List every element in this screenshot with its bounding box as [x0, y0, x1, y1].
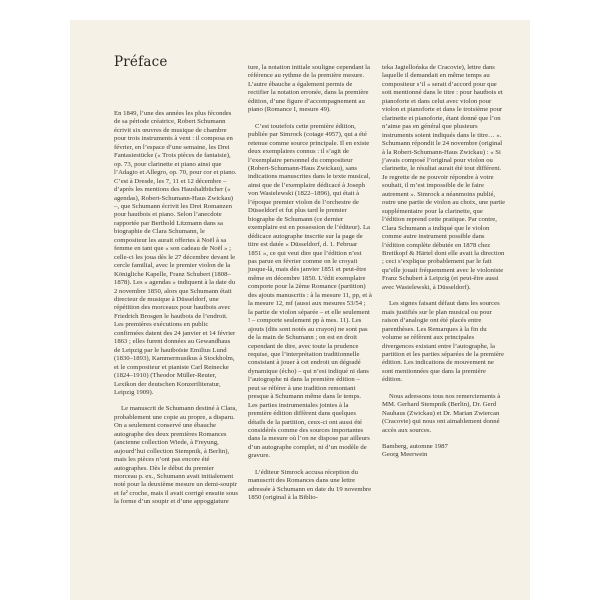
signature-place-date: Bamberg, automne 1987: [382, 443, 448, 451]
paragraph: Le manuscrit de Schumann destiné à Clara, probablement une copie au propre, a disparu. On a seulement conservé une ébauche autographe des deux premières Romances (ancienne collection Wiede, à Freyung, aujourd’hui collection Stempnik, à Berlin), mais les pièces n’ont pas encore été autographes. Dès le début du premier morceau p. ex., Schumann avait initialement noté pour la deuxième mesure un demi-soupir et fa² croche, mais il avait corrigé ensuite sous la forme d’un soupir et d’une appoggiature: [114, 405, 239, 506]
paragraph: En 1849, l’une des années les plus fécondes de sa période créatrice, Robert Schumann écrivit six œuvres de musique de chambre pour trois instruments à vent : il composa en février, en l’espace d’une semaine, les Drei Fantasiestücke (« Trois pièces de fantaisie), op. 73, pour clarinette et piano ainsi que l’Adagio et Allegro, op. 70, pour cor et piano. C’est à Dresde, les 7, 11 et 12 décembre – d’après les mentions des Haushaltbücher (« agendas), Robert-Schumann-Haus Zwickau) –, que Schumann écrivit les Drei Romanzen pour hautbois et piano. Selon l’anecdote rapportée par Berthold Litzmann dans sa biographie de Clara Schumann, le compositeur les aurait offertes à Noël à sa femme en tant que « son cadeau de Noël » ; celle-ci les joua dès le 27 décembre devant le cercle familial, avec le premier violon de la Königliche Kapelle, Franz Schubert (1808–1878). Les « agendas » indiquent à la date du 2 novembre 1850, alors que Schumann était directeur de musique à Düsseldorf, une répétition des morceaux pour hautbois avec Friedrich Brosgen le hautbois de l’endroit. Les premières exécutions en public confirmées datent des 24 janvier et 14 février 1863 ; elles furent données au Gewandhaus de Leipzig par le hautboïste Emilius Lund (1830–1893), Kammermusikus à Stockholm, et le compositeur et pianiste Carl Reinecke (1824–1910) (Theodor Müller-Reuter, Lexikon der deutschen Konzertliteratur, Leipzig 1909).: [114, 110, 237, 396]
document-page: [70, 20, 530, 600]
paragraph: L’éditeur Simrock accusa réception du manuscrit des Romances dans une lettre adressée à Schumann en date du 19 novembre 1850 (original à la Biblio-: [248, 468, 372, 502]
signature-author: Georg Meerwein: [382, 451, 428, 459]
page-title: Préface: [114, 54, 168, 70]
paragraph: teka Jagiellońska de Cracovie), lettre dans laquelle il demandait en même temps au compositeur s’il « serait d’accord pour que soit mentionné dans le titre : pour hautbois et pianoforte et dans celui avec violon pour violon et pianoforte et dans le troisième pour clarinette et pianoforte, étant donné que l’on n’aime pas en général que plusieurs instruments soient indiqués dans le titre… ». Schumann répondit le 24 novembre (original à la Robert-Schumann-Haus Zwickau) : « Si j’avais composé l’original pour violon ou clarinette, le résultat aurait été tout différent. Je regrette de ne pouvoir répondre à votre souhait, il m’est impossible de le faire autrement ». Simrock a néanmoins publié, outre une partie de violon au choix, une partie supplémentaire pour la clarinette, que l’édition reprend cette pratique. Par contre, Clara Schumann a indiqué que le violon comme autre instrument possible dans l’édition complète débutée en 1878 chez Breitkopf & Härtel dont elle avait la direction ; ceci s’explique probablement par le fait qu’elle jouait fréquemment avec le violoniste Franz Schubert à Leipzig (et peut-être aussi avec Wasielewski, à Düsseldorf).: [382, 64, 506, 291]
paragraph: Nous adressons tous nos remerciements à MM. Gerhard Stempnik (Berlin), Dr. Gerd Nauhaus (Zwickau) et Dr. Marian Zwiercan (Cracovie) qui nous ont aimablement donné accès aux sources.: [382, 392, 501, 434]
text-column-1: [114, 110, 238, 507]
text-column-3: [382, 64, 506, 460]
paragraph: ture, la notation initiale souligne cependant la référence au rythme de la première mesure. L’autre ébauche a également permis de rectifier la notation erronée, dans la première édition, d’une figure d’accompagnement au piano (Romance I, mesure 49).: [248, 64, 371, 114]
text-column-2: [248, 64, 372, 503]
paragraph: C’est toutefois cette première édition, publiée par Simrock (cotage 4957), qui a été retenue comme source principale. Il en existe deux exemplaires connus : il s’agit de l’exemplaire personnel du compositeur (Robert-Schumann-Haus Zwickau), sans indications manuscrites dans le texte musical, ainsi que de l’exemplaire dédicacé à Joseph von Wasielewski (1822–1896), qui était à l’époque premier violon de l’orchestre de Düsseldorf et fut plus tard le premier biographe de Schumann (ce dernier exemplaire est en possession de l’éditeur). La dédicace autographe inscrite sur la page de titre est datée « Düsseldorf, d. 1. Februar 1851 », ce qui veut dire que l’édition n’est pas parue en février comme on le croyait jusque-là, mais dès janvier 1851 et peut-être même en décembre 1850. L’édit exemplaire comporte pour la 2ème Romance (partition) des ajouts manuscrits : à la mesure 11, pp, et à la mesure 12, mf (aussi aux mesures 53/54 ; la partie de violon séparée – et elle seulement ! – comporte seulement pp à mes. 11). Les ajouts (dits sont notés au crayon) ne sont pas de la main de Schumann ; on est en droit cependant de dire, avec toute la prudence requise, que l’interprétation traditionnelle consistant à jouer à cet endroit un dégradé dynamique (écho) – qui n’est indiqué ni dans l’autographe ni dans la première édition – peut se référer à une tradition remontant presque à Schumann même dans le temps. Les parties instrumentales jointes à la première édition diffèrent dans quelques détails de la partition, ceux-ci ont aussi été considérés comme des sources importantes dans la mesure où l’on ne dispose par ailleurs d’un autographe complet, ni d’un modèle de gravure.: [248, 122, 372, 460]
paragraph: Les signes faisant défaut dans les sources mais justifiés sur le plan musical ou pour raison d’analogie ont été placés entre parenthèses. Les Remarques à la fin du volume se réfèrent aux principales divergences existant entre l’autographe, la partition et les parties séparées de la première édition. Les indications de mouvement ne sont mentionnées que dans la première édition.: [382, 300, 504, 384]
